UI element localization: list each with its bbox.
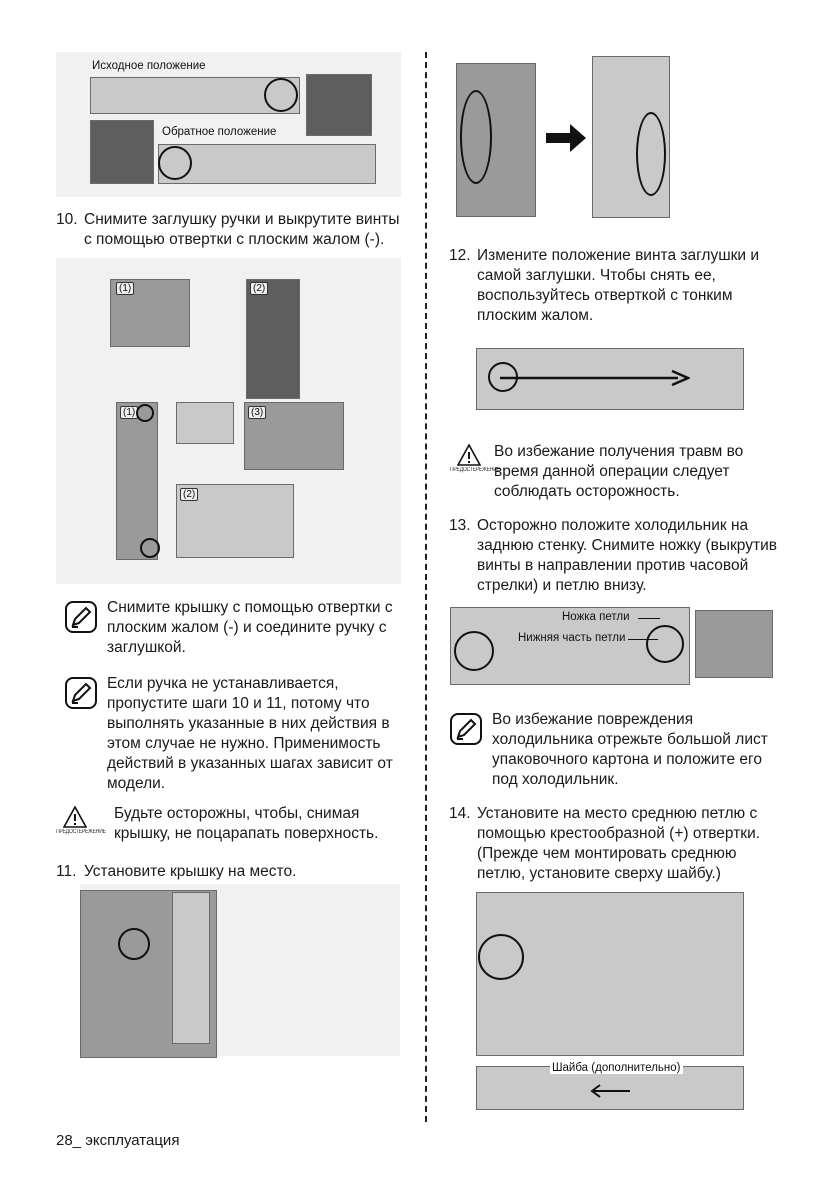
highlight-circle — [478, 934, 524, 980]
note-icon — [64, 600, 98, 634]
highlight-circle — [646, 625, 684, 663]
figure-handle-positions — [56, 52, 401, 197]
label-hinge-line — [628, 639, 658, 640]
label-leg: Ножка петли — [562, 611, 630, 623]
column-divider — [425, 52, 427, 1122]
note-3-text: Во избежание повреждения холодильника отрежьте большой лист упаковочного картона и положите его под холодильник. — [492, 711, 768, 788]
caution-1-text: Будьте осторожны, чтобы, снимая крышку, не поцарапать поверхность. — [114, 805, 379, 842]
photo-step10-2 — [246, 279, 300, 399]
photo-step10-screw — [176, 402, 234, 444]
photo-detail-reverse — [90, 120, 154, 184]
photo-step11-cover — [172, 892, 210, 1044]
label-original-position: Исходное положение — [92, 60, 206, 72]
highlight-circle — [136, 404, 154, 422]
highlight-circle — [140, 538, 160, 558]
page-footer: 28_ эксплуатация — [56, 1132, 180, 1149]
figure-step-10: (1) (2) (1) (3) (2) — [56, 258, 401, 584]
caution-icon: ПРЕДОСТЕРЕЖЕНИЕ — [56, 806, 118, 846]
step-11-text: Установите крышку на место. — [84, 863, 297, 880]
step-12: 12. Измените положение винта заглушки и самой заглушки. Чтобы снять ее, воспользуйтесь отверткой с тонким плоским жалом. — [449, 246, 789, 326]
label-washer: Шайба (дополнительно) — [552, 1062, 681, 1074]
highlight-circle — [454, 631, 494, 671]
caution-2-text: Во избежание получения травм во время данной операции следует соблюдать осторожность. — [494, 443, 744, 500]
step-12-text: Измените положение винта заглушки и самой заглушки. Чтобы снять ее, воспользуйтесь отверткой с тонким плоским жалом. — [477, 247, 760, 324]
figure-step-11 — [80, 884, 400, 1056]
photo-detail-original — [306, 74, 372, 136]
label-reverse-position: Обратное положение — [162, 126, 277, 138]
highlight-circle — [636, 112, 666, 196]
highlight-circle — [460, 90, 492, 184]
step-13-text: Осторожно положите холодильник на заднюю стенку. Снимите ножку (выкрутив винты в направлении против часовой стрелки) и петлю внизу. — [477, 517, 777, 594]
highlight-circle — [264, 78, 298, 112]
note-1-text: Снимите крышку с помощью отвертки с плоским жалом (-) и соедините ручку с заглушкой. — [107, 599, 393, 656]
label-hinge: Нижняя часть петли — [518, 632, 626, 644]
caution-icon: ПРЕДОСТЕРЕЖЕНИЕ — [450, 444, 512, 484]
arrow-left-icon — [590, 1084, 630, 1098]
step-10-text: Снимите заглушку ручки и выкрутите винты с помощью отвертки с плоским жалом (-). — [84, 211, 400, 248]
arrow-right-icon — [546, 124, 586, 152]
label-leg-line — [638, 618, 660, 619]
step-14-text: Установите на место среднюю петлю с помощью крестообразной (+) отвертки. (Прежде чем монтировать среднюю петлю, установите сверху шайбу.) — [477, 805, 761, 882]
arrow-right-icon — [500, 368, 690, 388]
note-icon — [64, 676, 98, 710]
step-11: 11. Установите крышку на место. — [56, 862, 406, 882]
note-icon — [449, 712, 483, 746]
photo-step10-door-edge — [116, 402, 158, 560]
highlight-circle — [158, 146, 192, 180]
step-13: 13. Осторожно положите холодильник на заднюю стенку. Снимите ножку (выкрутив винты в направлении против часовой стрелки) и петлю внизу. — [449, 516, 794, 596]
photo-step13-detail — [695, 610, 773, 678]
step-10: 10. Снимите заглушку ручки и выкрутите винты с помощью отвертки с плоским жалом (-). — [56, 210, 406, 250]
note-2-text: Если ручка не устанавливается, пропустите шаги 10 и 11, потому что выполнять указанные в них действия в этом случае не нужно. Применимость действий в указанных шагах зависит от модели. — [107, 675, 393, 792]
highlight-circle — [118, 928, 150, 960]
step-14: 14. Установите на место среднюю петлю с помощью крестообразной (+) отвертки. (Прежде чем монтировать среднюю петлю, установите сверху шайбу.) — [449, 804, 794, 884]
